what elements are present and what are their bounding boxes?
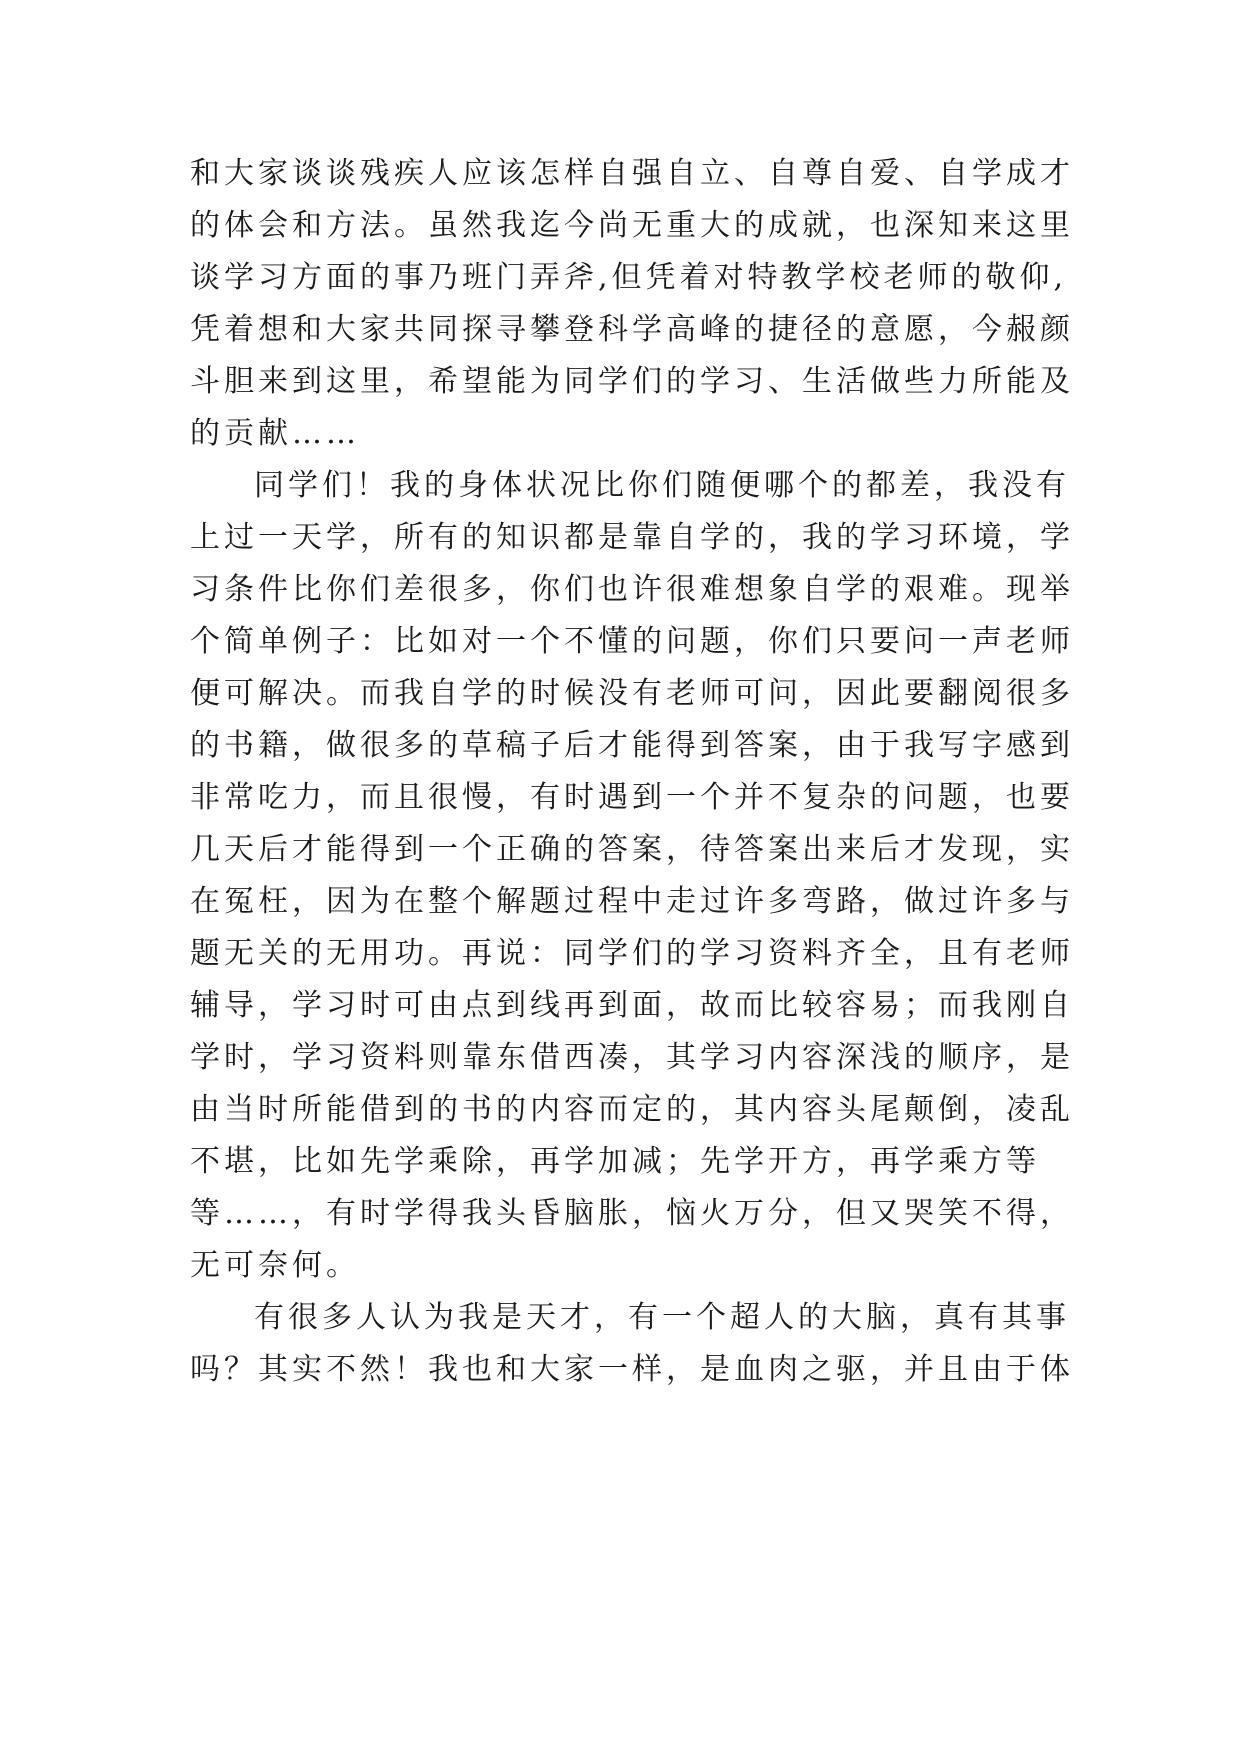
text-line: 无可奈何。 (190, 1248, 360, 1283)
text-line: 学时，学习资料则靠东借西凑，其学习内容深浅的顺序，是 (190, 1040, 1074, 1075)
text-line: 凭着想和大家共同探寻攀登科学高峰的捷径的意愿，今赧颜 (190, 312, 1074, 347)
text-line: 和大家谈谈残疾人应该怎样自强自立、自尊自爱、自学成才 (190, 156, 1074, 191)
text-line: 斗胆来到这里，希望能为同学们的学习、生活做些力所能及 (190, 364, 1074, 399)
text-line: 便可解决。而我自学的时候没有老师可问，因此要翻阅很多 (190, 676, 1074, 711)
text-line: 题无关的无用功。再说：同学们的学习资料齐全，且有老师 (190, 936, 1074, 971)
text-line: 由当时所能借到的书的内容而定的，其内容头尾颠倒，凌乱 (190, 1092, 1074, 1127)
text-line: 上过一天学，所有的知识都是靠自学的，我的学习环境，学 (190, 520, 1074, 555)
text-line: 等……，有时学得我头昏脑胀，恼火万分，但又哭笑不得， (190, 1196, 1074, 1231)
text-line: 吗？其实不然！我也和大家一样，是血肉之驱，并且由于体 (190, 1352, 1074, 1387)
text-line: 的书籍，做很多的草稿子后才能得到答案，由于我写字感到 (190, 728, 1074, 763)
text-line: 的贡献…… (190, 416, 360, 451)
text-line: 非常吃力，而且很慢，有时遇到一个并不复杂的问题，也要 (190, 780, 1074, 815)
text-line: 的体会和方法。虽然我迄今尚无重大的成就，也深知来这里 (190, 208, 1074, 243)
text-line: 在冤枉，因为在整个解题过程中走过许多弯路，做过许多与 (190, 884, 1074, 919)
text-line: 不堪，比如先学乘除，再学加减；先学开方，再学乘方等 (190, 1144, 1040, 1179)
text-line: 有很多人认为我是天才，有一个超人的大脑，真有其事 (254, 1300, 1070, 1335)
text-line: 习条件比你们差很多，你们也许很难想象自学的艰难。现举 (190, 572, 1074, 607)
text-line: 几天后才能得到一个正确的答案，待答案出来后才发现，实 (190, 832, 1074, 867)
text-line: 同学们！我的身体状况比你们随便哪个的都差，我没有 (254, 468, 1070, 503)
text-line: 辅导，学习时可由点到线再到面，故而比较容易；而我刚自 (190, 988, 1074, 1023)
text-line: 个简单例子：比如对一个不懂的问题，你们只要问一声老师 (190, 624, 1074, 659)
text-line: 谈学习方面的事乃班门弄斧,但凭着对特教学校老师的敬仰, (190, 260, 1068, 295)
